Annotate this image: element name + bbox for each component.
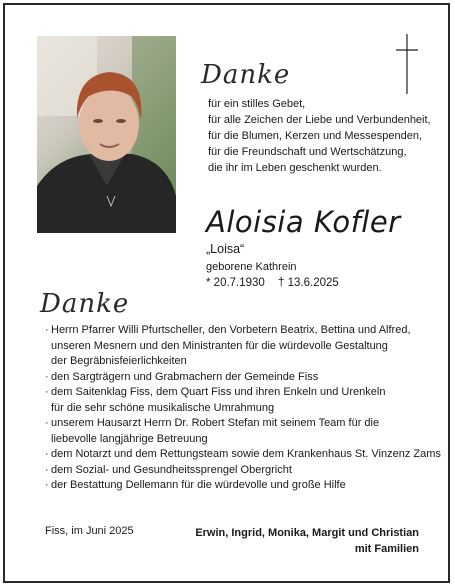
thanks-line: die ihr im Leben geschenkt wurden.: [208, 162, 382, 174]
list-item-line: unseren Mesnern und den Ministranten für die würdevolle Gestaltung: [51, 339, 388, 352]
heading-danke-bottom: Danke: [40, 289, 130, 319]
list-item-line: der Bestattung Dellemann für die würdevolle und große Hilfe: [51, 479, 346, 491]
list-item-line: dem Notarzt und dem Rettungsteam sowie dem Krankenhaus St. Vinzenz Zams: [51, 448, 441, 460]
birth-date: * 20.7.1930: [206, 277, 265, 289]
list-item: [45, 478, 440, 494]
place-date: Fiss, im Juni 2025: [45, 525, 134, 537]
portrait-photo: [37, 36, 176, 233]
list-item: [45, 447, 440, 463]
bullet: ·: [45, 448, 49, 460]
list-item: [45, 416, 440, 447]
bullet: ·: [45, 370, 49, 383]
list-item-line: liebevolle langjährige Betreuung: [51, 432, 208, 445]
signatories-suffix: mit Familien: [354, 543, 419, 555]
list-item: [45, 323, 440, 370]
nickname: „Loisa“: [206, 242, 245, 256]
acknowledgement-list: [45, 323, 440, 494]
signatories: [195, 525, 419, 557]
thanks-line: für alle Zeichen der Liebe und Verbundenheit,: [208, 114, 431, 126]
deceased-name: Aloisia Kofler: [206, 205, 401, 239]
list-item-line: den Sargträgern und Grabmachern der Gemeinde Fiss: [51, 370, 319, 383]
bullet: ·: [45, 479, 49, 491]
thanks-line: für die Freundschaft und Wertschätzung,: [208, 146, 407, 158]
signatories-names: Erwin, Ingrid, Monika, Margit und Christian: [195, 527, 419, 539]
bullet: ·: [45, 417, 49, 429]
portrait-illustration: [37, 36, 176, 233]
thanks-line: für ein stilles Gebet,: [208, 98, 306, 110]
death-date: † 13.6.2025: [278, 277, 339, 289]
list-item: [45, 385, 440, 416]
cross-icon: [396, 34, 418, 94]
list-item-line: Herrn Pfarrer Willi Pfurtscheller, den Vorbetern Beatrix, Bettina und Alfred,: [51, 324, 411, 336]
bullet: ·: [45, 386, 49, 398]
heading-danke-top: Danke: [201, 60, 291, 90]
list-item-line: unserem Hausarzt Herrn Dr. Robert Stefan mit seinem Team für die: [51, 417, 380, 429]
list-item-line: dem Saitenklag Fiss, dem Quart Fiss und ihren Enkeln und Urenkeln: [51, 386, 386, 398]
maiden-name: geborene Kathrein: [206, 261, 297, 273]
bullet: ·: [45, 463, 49, 476]
list-item-line: dem Sozial- und Gesundheitssprengel Obergricht: [51, 463, 292, 476]
list-item-line: für die sehr schöne musikalische Umrahmung: [51, 401, 275, 414]
life-dates: [206, 277, 349, 289]
bullet: ·: [45, 324, 49, 336]
list-item-line: der Begräbnisfeierlichkeiten: [51, 355, 187, 367]
list-item: [45, 370, 440, 386]
thanks-line: für die Blumen, Kerzen und Messespenden,: [208, 130, 423, 142]
thanks-text: [208, 96, 438, 176]
list-item: [45, 463, 440, 479]
